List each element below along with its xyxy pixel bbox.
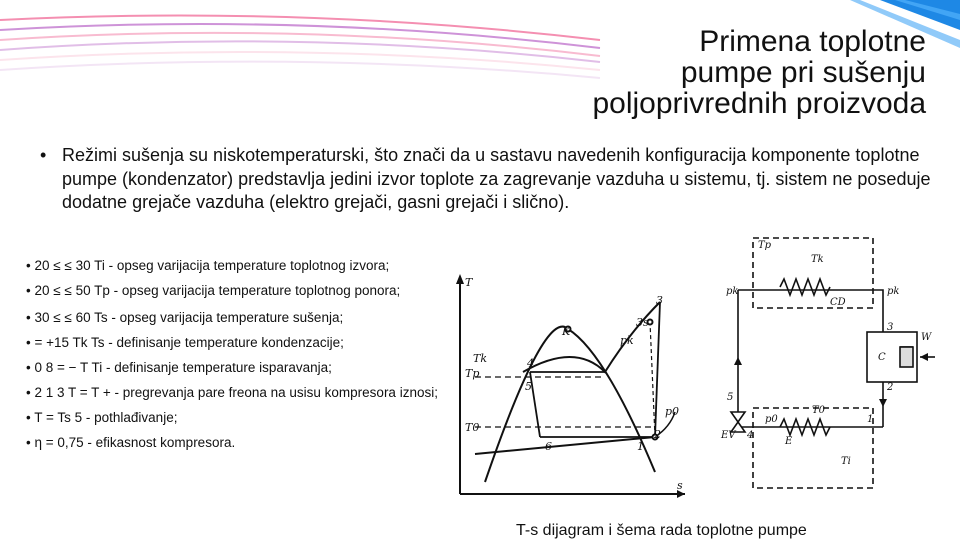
- heat-pump-scheme: [731, 238, 935, 488]
- label-pk: pk: [620, 334, 634, 347]
- isobar-pk: [523, 302, 660, 372]
- param-item: • 20 ≤ ≤ 30 Ti - opseg varijacija temperature toplotnog izvora;: [26, 258, 390, 273]
- scheme-label-tp: Tp: [758, 240, 772, 251]
- label-1: 1: [637, 440, 644, 453]
- label-4: 4: [527, 357, 534, 370]
- isobar-p0: [475, 437, 655, 454]
- param-item: • T = Ts 5 - pothlađivanje;: [26, 410, 178, 425]
- title-line-2: pumpe pri sušenju: [680, 56, 926, 89]
- scheme-label-ti: Ti: [841, 456, 851, 467]
- label-3s: 3s: [636, 316, 649, 329]
- flow-arrow-up: [734, 357, 742, 365]
- t-axis-arrow: [456, 274, 464, 284]
- title-line-1: Primena toplotne: [699, 25, 926, 58]
- flow-arrow-down: [879, 399, 887, 407]
- scheme-label-pk-right: pk: [887, 286, 900, 297]
- scheme-label-ev: EV: [721, 430, 736, 441]
- isentropic-compression: [650, 322, 655, 437]
- cycle-compression: [655, 302, 660, 437]
- axis-label-t: T: [465, 276, 473, 289]
- scheme-label-c: C: [878, 352, 886, 363]
- page-title: [406, 26, 926, 119]
- parameter-list: [26, 259, 446, 461]
- label-tp: Tp: [465, 367, 480, 380]
- param-item: • 0 8 = − T Ti - definisanje temperature isparavanja;: [26, 360, 332, 375]
- hot-gas-line: [738, 290, 883, 332]
- param-item: • 30 ≤ ≤ 60 Ts - opseg varijacija temperature sušenja;: [26, 310, 344, 325]
- label-t0: T0: [465, 421, 480, 434]
- scheme-label-p0: p0: [765, 414, 778, 425]
- figure-caption: T-s dijagram i šema rada toplotne pumpe: [516, 522, 807, 539]
- param-item: • 20 ≤ ≤ 50 Tp - opseg varijacija temperature toplotnog ponora;: [26, 283, 401, 298]
- label-k: K: [562, 325, 571, 338]
- scheme-label-2: 2: [887, 382, 894, 393]
- axis-label-s: s: [677, 479, 683, 492]
- scheme-label-pk-left: pk: [726, 286, 739, 297]
- scheme-label-1: 1: [867, 414, 874, 425]
- scheme-label-cd: CD: [830, 297, 846, 308]
- param-item: • 2 1 3 T = T + - pregrevanja pare freona na usisu kompresora iznosi;: [26, 385, 438, 400]
- scheme-label-w: W: [921, 332, 932, 343]
- scheme-label-5: 5: [727, 392, 734, 403]
- scheme-label-3: 3: [887, 322, 894, 333]
- scheme-label-4: 4: [747, 430, 754, 441]
- bullet-dot: •: [40, 145, 47, 165]
- expansion-valve-top: [731, 412, 745, 422]
- param-item: • = +15 Tk Ts - definisanje temperature kondenzacije;: [26, 335, 344, 350]
- main-bullet-text: Režimi sušenja su niskotemperaturski, što znači da u sastavu navedenih konfiguracija komponente toplotne pumpe (kondenzator) predstavlja jedini izvor toplote za zagrevanje vazduha u sistemu, tj. sistem ne poseduje dodatne grejače vazduha (elektro grejači, gasni grejači i slično).: [62, 145, 931, 212]
- label-6: 6: [545, 440, 552, 453]
- ts-diagram: [456, 274, 685, 498]
- scheme-label-t0: T0: [812, 405, 826, 416]
- label-3: 3: [656, 294, 663, 307]
- label-tk: Tk: [473, 352, 488, 365]
- saturation-dome: [485, 327, 655, 482]
- label-2: 2: [654, 428, 661, 441]
- ts-diagram-and-scheme: [455, 232, 935, 512]
- compressor-cylinder: [900, 347, 913, 367]
- work-input-arrow: [920, 353, 928, 361]
- condenser-coil: [780, 279, 830, 295]
- param-item: • η = 0,75 - efikasnost kompresora.: [26, 435, 236, 450]
- scheme-label-tk: Tk: [811, 254, 824, 265]
- title-line-3: poljoprivrednih proizvoda: [592, 87, 926, 120]
- label-5: 5: [525, 380, 532, 393]
- main-bullet: [40, 144, 940, 215]
- scheme-label-e: E: [785, 436, 793, 447]
- evaporator-coil: [780, 419, 830, 435]
- label-p0: p0: [665, 405, 680, 418]
